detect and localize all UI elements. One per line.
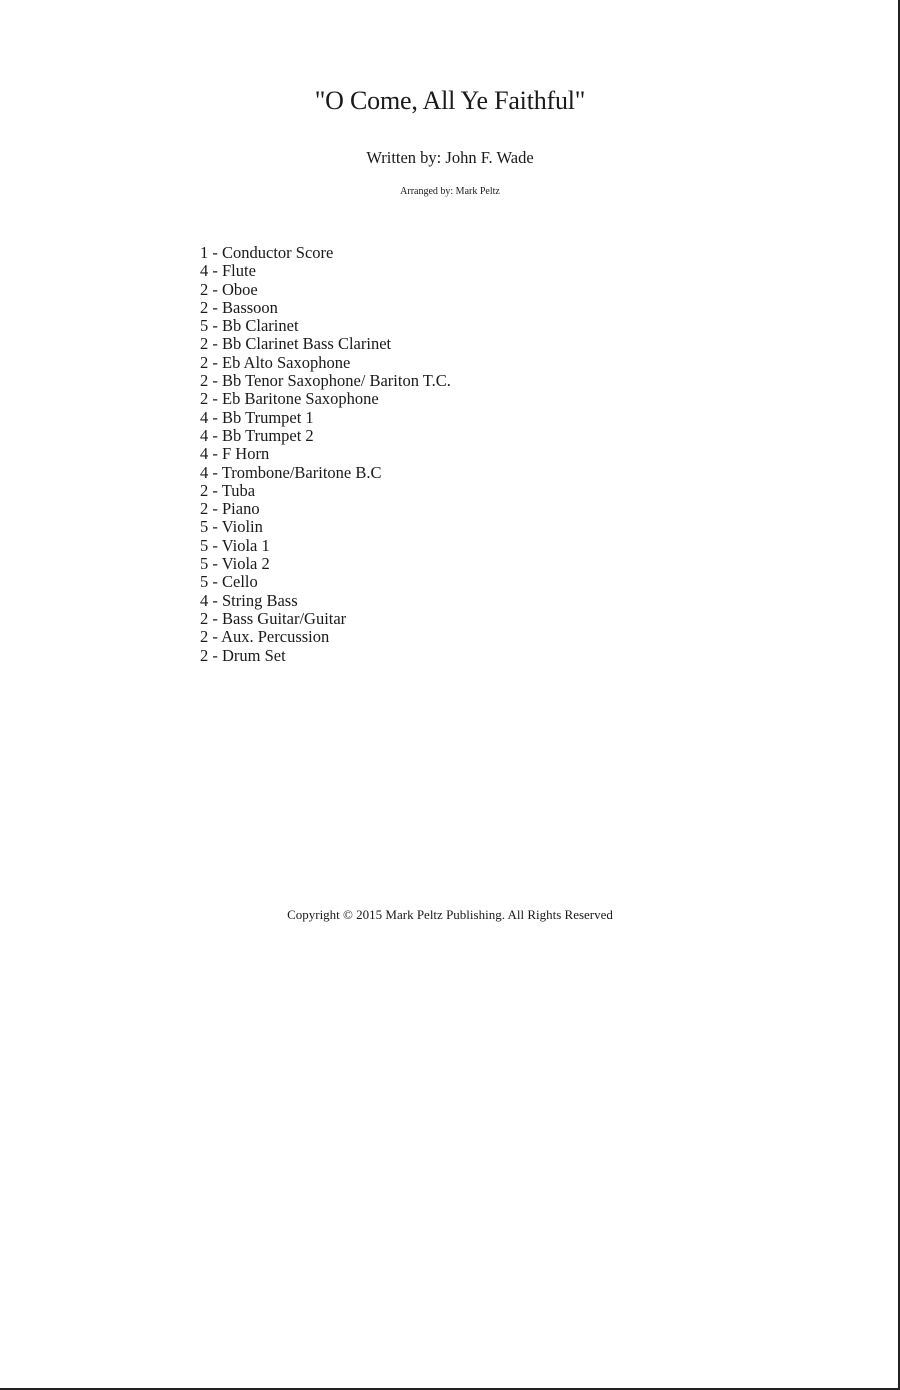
list-item: 2 - Bb Tenor Saxophone/ Bariton T.C. xyxy=(200,371,451,391)
list-item: 2 - Bb Clarinet Bass Clarinet xyxy=(200,334,392,354)
list-item: 2 - Bassoon xyxy=(200,297,278,317)
list-item: 2 - Eb Alto Saxophone xyxy=(200,352,351,372)
list-item: 5 - Viola 2 xyxy=(200,554,270,574)
list-item: 4 - String Bass xyxy=(200,590,298,610)
list-item: 1 - Conductor Score xyxy=(200,243,334,262)
list-item: 4 - Flute xyxy=(200,261,256,281)
list-item: 2 - Tuba xyxy=(200,480,256,500)
instrument-parts-list xyxy=(200,244,451,665)
list-item: 2 - Oboe xyxy=(200,279,258,299)
copyright-notice: Copyright © 2015 Mark Peltz Publishing. All Rights Reserved xyxy=(287,907,613,922)
list-item: 5 - Cello xyxy=(200,572,258,592)
list-item: 5 - Bb Clarinet xyxy=(200,316,299,336)
list-item: 4 - Bb Trumpet 1 xyxy=(200,407,314,427)
list-item: 2 - Drum Set xyxy=(200,645,286,665)
list-item: 5 - Violin xyxy=(200,517,263,537)
list-item: 4 - F Horn xyxy=(200,444,270,464)
list-item: 2 - Piano xyxy=(200,499,260,519)
page-title: "O Come, All Ye Faithful" xyxy=(314,86,586,115)
list-item: 4 - Trombone/Baritone B.C xyxy=(200,462,382,482)
list-item: 2 - Bass Guitar/Guitar xyxy=(200,608,347,628)
composer-credit: Written by: John F. Wade xyxy=(366,148,534,167)
list-item: 2 - Aux. Percussion xyxy=(200,627,330,647)
list-item: 4 - Bb Trumpet 2 xyxy=(200,425,314,445)
arranger-credit: Arranged by: Mark Peltz xyxy=(400,186,500,197)
list-item: 2 - Eb Baritone Saxophone xyxy=(200,389,379,409)
list-item: 5 - Viola 1 xyxy=(200,535,270,555)
